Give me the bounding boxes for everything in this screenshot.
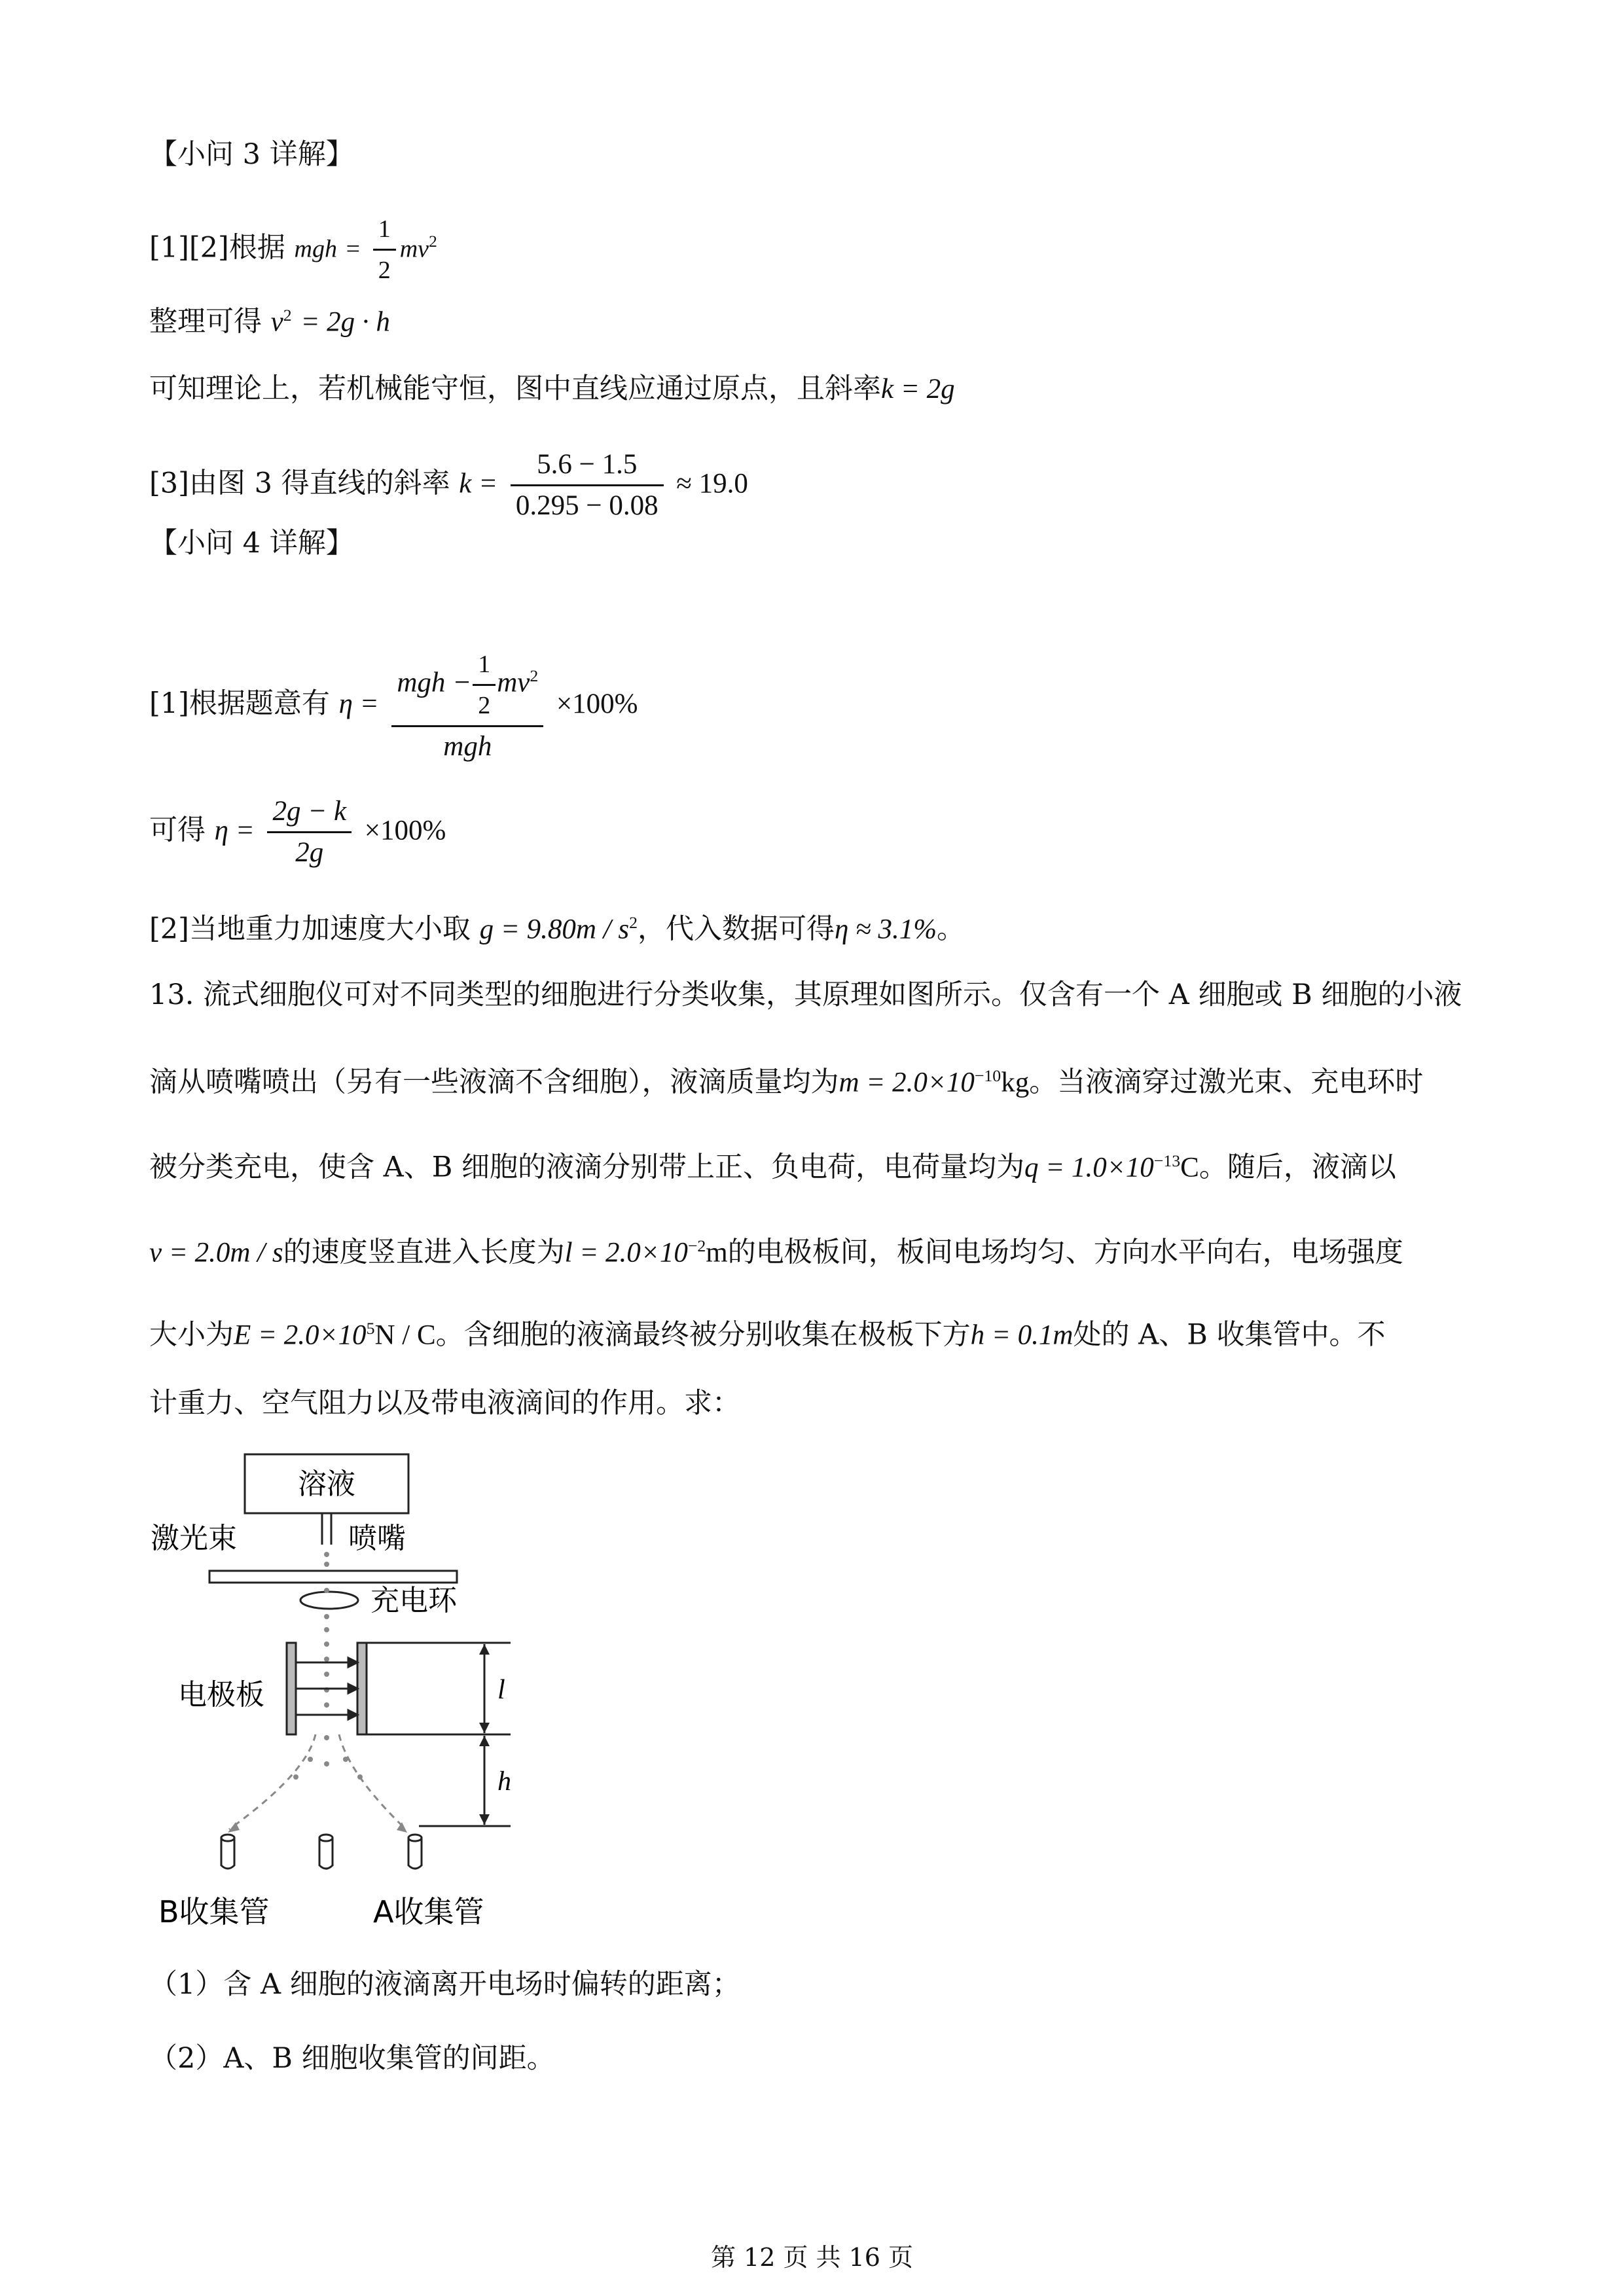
q13-sub1: （1）含 A 细胞的液滴离开电场时偏转的距离；	[149, 1968, 740, 2001]
b-tube	[221, 1838, 234, 1869]
sec3-line3: 可知理论上，若机械能守恒，图中直线应通过原点，且斜率k = 2g	[149, 372, 955, 405]
sec4-line3: [2]当地重力加速度大小取 $g = 9.80m / s^2$，代入数据可得η ≈ 3.1%。	[149, 912, 965, 946]
middle-tube	[319, 1838, 333, 1869]
ring-label: 充电环	[370, 1584, 457, 1617]
q13-line2: 滴从喷嘴喷出（另有一些液滴不含细胞），液滴质量均为$m = 2.0\times 10^{-10}kg$。当液滴穿过激光束、充电环时	[149, 1066, 1424, 1099]
laser-label: 激光束	[151, 1522, 237, 1555]
sec4-line2: 可得 η = $\frac{2g - k}{2g}$ ×100%	[149, 792, 446, 872]
l-label: l	[497, 1675, 505, 1705]
q13-line4: v = 2.0m / s的速度竖直进入长度为$l = 2.0\times 10^{-2}m$的电极板间，板间电场均匀、方向水平向右，电场强度	[149, 1236, 1403, 1269]
a-tube	[408, 1838, 422, 1869]
left-plate	[287, 1643, 296, 1734]
flow-cytometer-diagram	[144, 1446, 563, 1937]
sec3-line1: [1][2]根据 mgh = $\frac{1}{2}$ $mv^2$	[149, 209, 437, 290]
b-tube-label: B收集管	[158, 1894, 270, 1929]
sec3-heading: 【小问 3 详解】	[149, 138, 354, 171]
sec4-line1: [1]根据题意有 η = mgh − $\frac{1}{2}$ $mv^2$ mgh ×100%	[149, 645, 638, 766]
page-footer: 第 12 页 共 16 页	[710, 2243, 914, 2272]
sec3-line2: 整理可得 $v^2 = 2g \cdot h$	[149, 305, 390, 338]
q13-line1: 13. 流式细胞仪可对不同类型的细胞进行分类收集，其原理如图所示。仅含有一个 A 细胞或 B 细胞的小液	[149, 978, 1462, 1011]
sec3-line4: [3]由图 3 得直线的斜率 k = $\frac{5.6 - 1.5}{0.295 - 0.08}$ ≈ 19.0	[149, 445, 748, 526]
charging-ring	[300, 1592, 358, 1609]
nozzle-label: 喷嘴	[348, 1522, 406, 1555]
sec4-heading: 【小问 4 详解】	[149, 527, 354, 560]
q13-line5: 大小为$E = 2.0\times 10^5N / C$。含细胞的液滴最终被分别收集在极板下方h = 0.1m处的 A、B 收集管中。不	[149, 1318, 1386, 1352]
laser-beam	[209, 1571, 457, 1583]
q13-line6: 计重力、空气阻力以及带电液滴间的作用。求：	[149, 1387, 740, 1420]
q13-sub2: （2）A、B 细胞收集管的间距。	[149, 2042, 555, 2075]
h-label: h	[497, 1767, 511, 1797]
plate-label: 电极板	[178, 1678, 264, 1712]
solution-label: 溶液	[298, 1467, 355, 1501]
a-tube-label: A收集管	[373, 1894, 484, 1929]
q13-line3: 被分类充电，使含 A、B 细胞的液滴分别带上正、负电荷，电荷量均为$q = 1.0\times 10^{-13}C$。随后，液滴以	[149, 1151, 1396, 1184]
